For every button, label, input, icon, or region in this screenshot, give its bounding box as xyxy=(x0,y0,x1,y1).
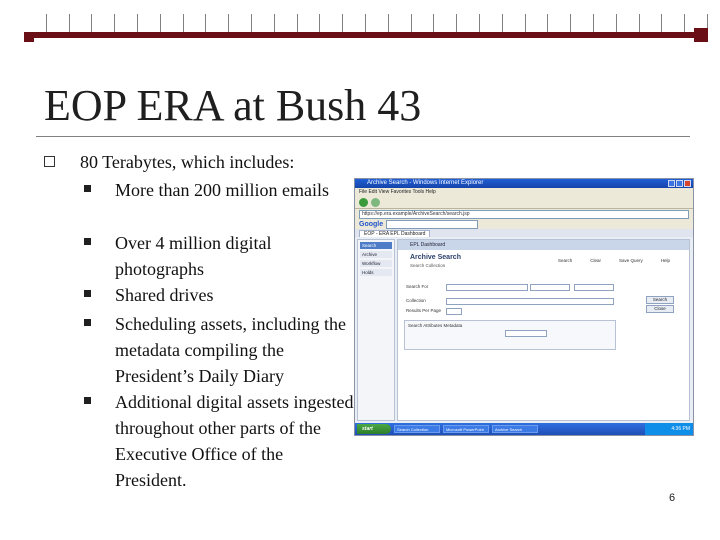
left-nav-pane xyxy=(357,239,395,421)
window-controls xyxy=(668,180,691,187)
sub-bullet xyxy=(84,389,354,493)
system-tray-clock: 4:36 PM xyxy=(645,423,693,435)
browser-tab: EOP - ERA EPL Dashboard xyxy=(359,230,430,238)
sub-bullet-text: Scheduling assets, including the metadata compiling the President’s Daily Diary xyxy=(115,314,346,386)
window-titlebar xyxy=(355,179,693,188)
google-logo: Google xyxy=(359,220,384,228)
forward-icon xyxy=(371,198,380,207)
toolbar-item: Save Query xyxy=(619,258,643,263)
toolbar-item: Help xyxy=(660,258,671,263)
browser-toolbar xyxy=(355,196,693,209)
start-button: start xyxy=(357,424,391,434)
results-per-page-input xyxy=(446,308,462,315)
nav-item: Holds xyxy=(360,269,392,276)
window-title: Archive Search - Windows Internet Explorer xyxy=(367,180,484,186)
url-field: https://ep.era.example/ArchiveSearch/search.jsp xyxy=(359,210,689,219)
metadata-input xyxy=(505,330,547,337)
square-bullet-icon xyxy=(84,290,91,297)
collection-input xyxy=(446,298,614,305)
nav-item: Workflow xyxy=(360,260,392,267)
taskbar-item: Search Collection xyxy=(394,425,440,433)
google-search-field xyxy=(386,220,478,229)
sub-bullet-text: Additional digital assets ingested throughout other parts of the Executive Office of the President. xyxy=(115,392,354,490)
back-icon xyxy=(359,198,368,207)
slide-title: EOP ERA at Bush 43 xyxy=(44,81,422,130)
title-divider xyxy=(36,136,690,137)
hollow-square-bullet-icon xyxy=(44,156,55,167)
page-number: 6 xyxy=(669,492,676,504)
search-dropdown xyxy=(574,284,614,291)
toolbar-item: Search xyxy=(558,258,573,263)
search-dropdown xyxy=(530,284,570,291)
top-decorative-bar xyxy=(24,14,708,40)
field-label: Search For xyxy=(406,284,429,289)
metadata-label: Search Attributes Metadata xyxy=(408,323,463,328)
taskbar-item: Archive Search xyxy=(492,425,538,433)
nav-item: Search xyxy=(360,242,392,249)
search-input xyxy=(446,284,528,291)
square-bullet-icon xyxy=(84,397,91,404)
search-subtitle: Search Collection xyxy=(410,263,446,268)
maximize-icon xyxy=(676,180,683,187)
sub-bullet-text: More than 200 million emails xyxy=(115,180,329,200)
app-area xyxy=(355,237,693,423)
square-bullet-icon xyxy=(84,185,91,192)
menu-bar: File Edit View Favorites Tools Help xyxy=(355,188,693,196)
field-label: Collection xyxy=(406,298,426,303)
close-icon xyxy=(684,180,691,187)
main-bullet-text: 80 Terabytes, which includes: xyxy=(80,152,295,172)
close-button: Close xyxy=(646,305,674,313)
sub-bullet xyxy=(84,230,354,282)
metadata-panel xyxy=(404,320,616,350)
sub-bullet-text: Shared drives xyxy=(115,285,214,305)
search-title: Archive Search xyxy=(410,254,461,261)
address-bar xyxy=(355,209,693,219)
minimize-icon xyxy=(668,180,675,187)
taskbar-item: Microsoft PowerPoint xyxy=(443,425,489,433)
nav-item: Archive xyxy=(360,251,392,258)
square-bullet-icon xyxy=(84,319,91,326)
panel-header: EPL Dashboard xyxy=(398,240,689,250)
panel-toolbar xyxy=(558,258,670,263)
square-bullet-icon xyxy=(84,238,91,245)
main-panel xyxy=(397,239,690,421)
sub-bullet xyxy=(84,177,354,203)
toolbar-item: Clear xyxy=(590,258,602,263)
sub-bullet-text: Over 4 million digital photographs xyxy=(115,233,272,279)
field-label: Results Per Page xyxy=(406,308,442,313)
search-button: Search xyxy=(646,296,674,304)
embedded-screenshot xyxy=(354,178,694,436)
sub-bullet xyxy=(84,311,354,389)
sub-bullet xyxy=(84,282,354,308)
taskbar xyxy=(355,423,693,435)
google-toolbar xyxy=(355,219,693,229)
